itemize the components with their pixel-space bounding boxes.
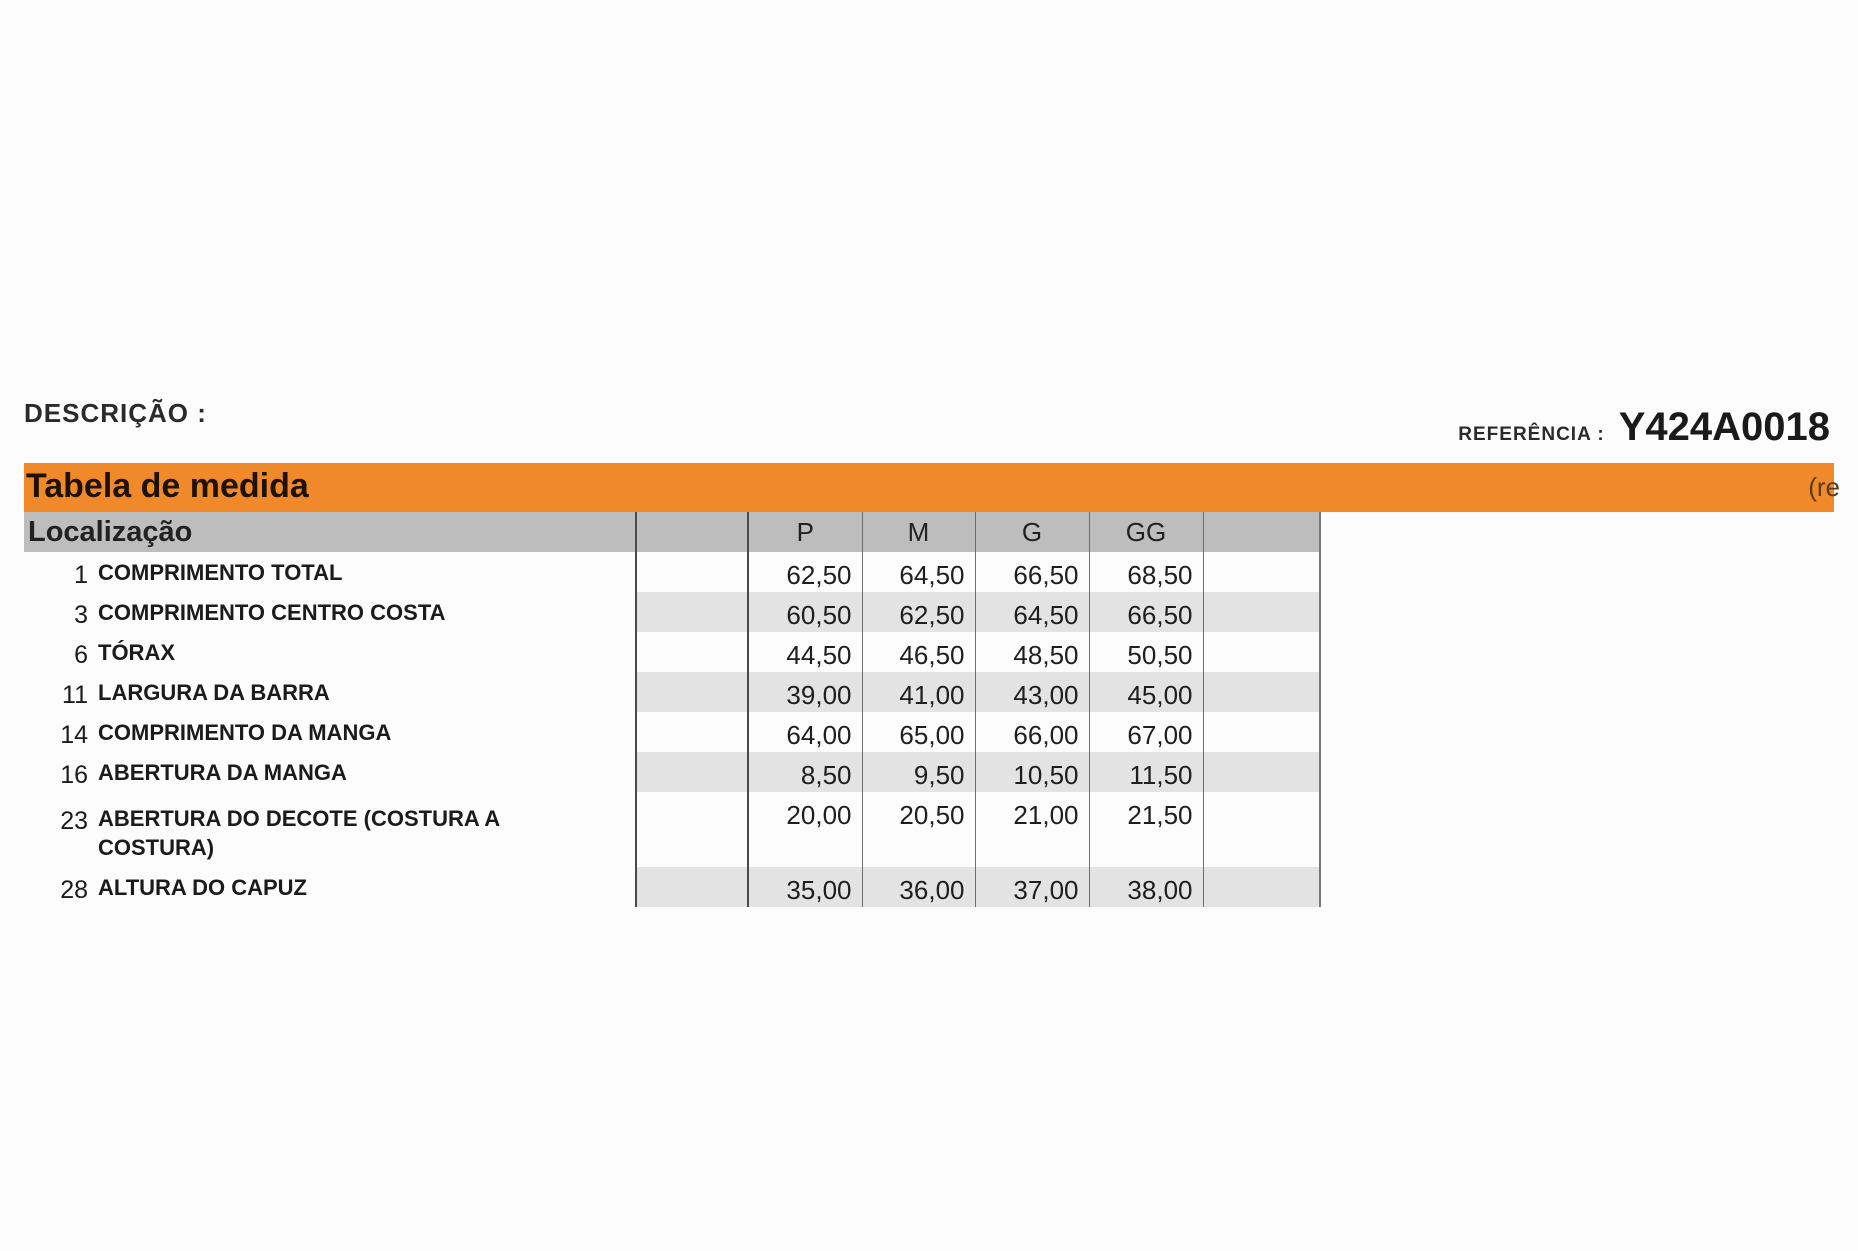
size-value-cell: 46,50 (862, 632, 975, 672)
size-value-cell: 38,00 (1089, 867, 1203, 907)
measurement-name: COMPRIMENTO TOTAL (98, 560, 343, 585)
size-value-cell: 65,00 (862, 712, 975, 752)
blank-cell (1203, 712, 1320, 752)
blank-cell (1203, 792, 1320, 867)
blank-cell (636, 632, 748, 672)
size-header: P (748, 512, 862, 552)
row-number: 28 (60, 876, 88, 904)
size-value-cell: 8,50 (748, 752, 862, 792)
size-value-cell: 62,50 (748, 552, 862, 592)
measurement-name: ALTURA DO CAPUZ (98, 875, 307, 900)
table-row (24, 712, 1320, 752)
size-value-cell: 64,00 (748, 712, 862, 752)
location-cell (24, 672, 636, 712)
size-value-cell: 45,00 (1089, 672, 1203, 712)
size-value-cell: 67,00 (1089, 712, 1203, 752)
blank-cell (636, 752, 748, 792)
measurement-name: ABERTURA DA MANGA (98, 760, 347, 785)
measurement-table (24, 512, 1321, 907)
size-value-cell: 11,50 (1089, 752, 1203, 792)
location-cell (24, 592, 636, 632)
measurement-name: LARGURA DA BARRA (98, 680, 330, 705)
section-title-bar (24, 463, 1840, 512)
table-row (24, 632, 1320, 672)
row-number: 1 (74, 561, 88, 589)
measurement-name: TÓRAX (98, 640, 175, 665)
size-value-cell: 39,00 (748, 672, 862, 712)
size-value-cell: 66,00 (975, 712, 1089, 752)
table-row (24, 552, 1320, 592)
blank-cell (1203, 867, 1320, 907)
section-note: (re (1808, 472, 1840, 502)
blank-cell (1203, 632, 1320, 672)
location-cell (24, 867, 636, 907)
table-row (24, 672, 1320, 712)
size-value-cell: 37,00 (975, 867, 1089, 907)
size-value-cell: 43,00 (975, 672, 1089, 712)
table-row (24, 792, 1320, 867)
reference-value: Y424A0018 (1618, 405, 1830, 449)
table-row (24, 867, 1320, 907)
blank-cell (636, 672, 748, 712)
location-cell (24, 792, 636, 867)
size-value-cell: 62,50 (862, 592, 975, 632)
blank-cell (636, 792, 748, 867)
row-number: 11 (62, 681, 88, 709)
measurement-name: COMPRIMENTO DA MANGA (98, 720, 392, 745)
table-header-row (24, 512, 1320, 552)
blank-cell (1203, 552, 1320, 592)
measurement-name: COMPRIMENTO CENTRO COSTA (98, 600, 446, 625)
reference-block (1458, 405, 1830, 450)
size-value-cell: 10,50 (975, 752, 1089, 792)
table-row (24, 592, 1320, 632)
row-number: 23 (60, 806, 88, 835)
blank-cell (636, 867, 748, 907)
size-value-cell: 64,50 (975, 592, 1089, 632)
location-cell (24, 632, 636, 672)
size-value-cell: 66,50 (975, 552, 1089, 592)
blank-cell (1203, 752, 1320, 792)
size-header: G (975, 512, 1089, 552)
row-number: 6 (74, 641, 88, 669)
blank-cell (636, 552, 748, 592)
location-cell (24, 712, 636, 752)
row-number: 14 (60, 721, 88, 749)
size-value-cell: 64,50 (862, 552, 975, 592)
size-value-cell: 60,50 (748, 592, 862, 632)
row-number: 3 (74, 601, 88, 629)
measurement-name: ABERTURA DO DECOTE (COSTURA A COSTURA) (98, 805, 500, 860)
location-cell (24, 752, 636, 792)
size-value-cell: 35,00 (748, 867, 862, 907)
size-value-cell: 20,00 (748, 792, 862, 867)
descricao-label: DESCRIÇÃO : (24, 398, 207, 428)
location-cell (24, 552, 636, 592)
size-value-cell: 36,00 (862, 867, 975, 907)
reference-label: REFERÊNCIA : (1458, 424, 1605, 445)
size-value-cell: 21,00 (975, 792, 1089, 867)
size-value-cell: 50,50 (1089, 632, 1203, 672)
table-row (24, 752, 1320, 792)
size-value-cell: 9,50 (862, 752, 975, 792)
row-number: 16 (60, 761, 88, 789)
blank-header-cell (1203, 512, 1320, 552)
size-header: GG (1089, 512, 1203, 552)
size-value-cell: 41,00 (862, 672, 975, 712)
blank-cell (636, 592, 748, 632)
size-value-cell: 44,50 (748, 632, 862, 672)
size-value-cell: 66,50 (1089, 592, 1203, 632)
blank-header-cell (636, 512, 748, 552)
measurement-table-wrapper (24, 512, 1320, 907)
blank-cell (1203, 672, 1320, 712)
blank-cell (1203, 592, 1320, 632)
blank-cell (636, 712, 748, 752)
location-header: Localização (28, 515, 193, 548)
size-value-cell: 48,50 (975, 632, 1089, 672)
size-header: M (862, 512, 975, 552)
size-value-cell: 20,50 (862, 792, 975, 867)
size-value-cell: 21,50 (1089, 792, 1203, 867)
size-value-cell: 68,50 (1089, 552, 1203, 592)
section-title: Tabela de medida (26, 467, 309, 505)
